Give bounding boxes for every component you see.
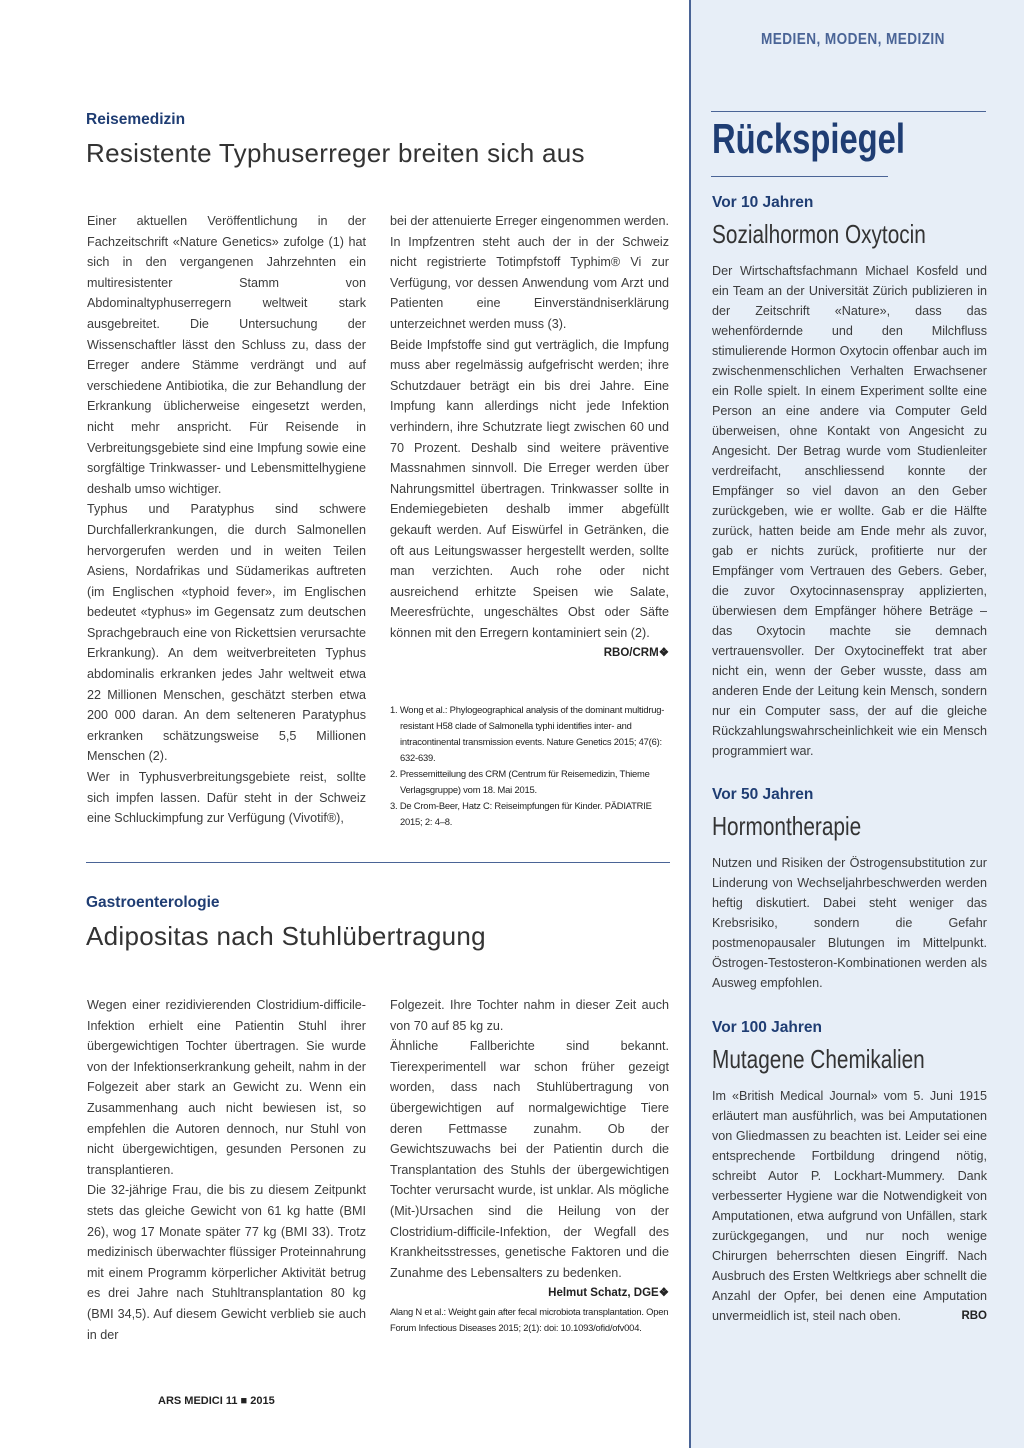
sidebar-item-kicker: Vor 50 Jahren: [712, 786, 814, 803]
article1-title: Resistente Typhuserreger breiten sich aus: [86, 138, 585, 168]
sidebar-item-text: Der Wirtschaftsfachmann Michael Kosfeld und ein Team an der Universität Zürich publizieren in der Zeitschrift «Nature», dass das wehenfördernde und den Milchfluss stimulierende Hormon Oxytocin offenbar auch im zwischenmenschlichen Verhalten Erwachsener ein Rolle spielt. In einem Experiment sollte eine Person an eine andere via Computer Geld überweisen, ohne Kontakt von Angesicht zu Angesicht. Der Betrag wurde vom Studienleiter verdreifacht, anschliessend konnte der Empfänger so viel davon an den Geber zurückgeben, wie er wollte. Gab er die Hälfte zurück, hatten beide am Ende mehr als zuvor, gab er nichts zurück, profitierte nur der Empfänger vom Vertrauen des Gebers. Geber, die zuvor Oxytocinnasenspray applizierten, überwiesen dem Empfänger höhere Beträge – das Oxytocin machte sie demnach vertrauensvoller. Der Oxytocineffekt trat aber nicht ein, wenn der Geber wusste, dass am anderen Ende der Leitung kein Mensch, sondern nur ein Computer sass, der auf die gleiche Rückzahlungswahrscheinlichkeit wie ein Mensch programmiert war.: [712, 264, 987, 758]
sidebar-title: Rückspiegel: [712, 115, 906, 162]
article1-column-left: [87, 211, 366, 829]
paragraph: Beide Impfstoffe sind gut verträglich, die Impfung muss aber regelmässig aufgefrischt werden; ihre Schutzdauer beträgt ein bis drei Jahre. Eine Impfung kann allerdings nicht jede Infektion verhindern, ihre Schutzrate liegt zwischen 60 und 70 Prozent. Deshalb sind weitere präventive Massnahmen sinnvoll. Die Erreger werden über Nahrungsmittel übertragen. Trinkwasser sollte in Endemiegebieten deshalb immer abgefüllt gekauft werden. Auf Eiswürfel in Getränken, die oft aus Leitungswasser hergestellt werden, sollte man verzichten. Auch rohe oder nicht ausreichend erhitzte Speisen wie Salate, Meeresfrüchte, ungeschältes Obst oder Säfte können mit den Erregern kontaminiert sein (2). RBO/CRM❖: [390, 335, 669, 644]
paragraph: Wer in Typhusverbreitungsgebiete reist, sollte sich impfen lassen. Dafür steht in der Schweiz eine Schluckimpfung zur Verfügung (Vivotif®),: [87, 770, 366, 826]
paragraph: bei der attenuierte Erreger eingenommen werden. In Impfzentren steht auch der in der Schweiz nicht registrierte Totimpfstoff Typhim® Vi zur Verfügung, vor dessen Anwendung vom Arzt und Patienten eine Einverständniserklärung unterzeichnet werden muss (3).: [390, 214, 669, 331]
sidebar-item-title: Hormontherapie: [712, 811, 862, 841]
paragraph: Einer aktuellen Veröffentlichung in der Fachzeitschrift «Nature Genetics» zufolge (1) hat sich in den vergangenen Jahrzehnten ein multiresistenter Stamm von Abdominaltyphuserregern weltweit stark ausgebreitet. Die Untersuchung der Wissenschaftler lässt den Schluss zu, dass der Erreger andere Stämme verdrängt und auf verschiedene Antibiotika, die zur Behandlung der Erkrankung üblicherweise eingesetzt werden, nicht mehr anspricht. Für Reisende in Verbreitungsgebiete sind eine Impfung sowie eine sorgfältige Trinkwasser- und Lebensmittelhygiene deshalb umso wichtiger.: [87, 214, 366, 496]
article2-signature: Helmut Schatz, DGE❖: [548, 1287, 669, 1300]
sidebar-item-kicker: Vor 10 Jahren: [712, 194, 814, 211]
article2-title: Adipositas nach Stuhlübertragung: [86, 921, 486, 951]
paragraph: Typhus und Paratyphus sind schwere Durchfallerkrankungen, die durch Salmonellen hervorgerufen werden und in weiten Teilen Asiens, Nordafrikas und Südamerikas auftreten (im Englischen «typhoid fever», im Englischen bedeutet «typhus» im Gegensatz zum deutschen Sprachgebrauch eine von Rickettsien verursachte Erkrankung). An dem weitverbreiteten Typhus abdominalis erkranken jedes Jahr weltweit etwa 22 Millionen Menschen, geschätzt sterben etwa 200 000 daran. An dem selteneren Paratyphus erkranken schätzungsweise 5,5 Millionen Menschen (2).: [87, 502, 366, 764]
sidebar-item-kicker: Vor 100 Jahren: [712, 1019, 822, 1036]
paragraph: Wegen einer rezidivierenden Clostridium-difficile-Infektion erhielt eine Patientin Stuhl ihrer übergewichtigen Tochter übertragen. Sie wurde von der Infektionserkrankung geheilt, nahm in der Folgezeit aber stark an Gewicht zu. Wenn ein Zusammenhang auch nicht bewiesen ist, so empfehlen die Autoren dennoch, nur Stuhl von nicht übergewichtigen, gesunden Personen zu transplantieren.: [87, 998, 366, 1177]
article1-column-right: [390, 211, 669, 664]
reference: 2. Pressemitteilung des CRM (Centrum für Reisemedizin, Thieme Verlagsgruppe) vom 18. Mai 2015.: [390, 768, 650, 795]
paragraph: Folgezeit. Ihre Tochter nahm in dieser Zeit auch von 70 auf 85 kg zu.: [390, 998, 669, 1033]
sidebar-item-title: Mutagene Chemikalien: [712, 1044, 925, 1074]
article2-column-left: [87, 995, 366, 1345]
article1-signature: RBO/CRM❖: [603, 647, 669, 660]
paragraph: Ähnliche Fallberichte sind bekannt. Tierexperimentell war schon früher gezeigt worden, dass nach Stuhlübertragung von übergewichtigen auf normalgewichtige Tiere deren Fettmasse zunahm. Ob der Gewichtszuwachs bei der Patientin durch die Transplantation des Stuhls der übergewichtigen Tochter verursacht wurde, ist unklar. Als mögliche (Mit-)Ursachen sind die Heilung von der Clostridium-difficile-Infektion, der Wegfall des Krankheitsstresses, genetische Faktoren und die Zunahme des Lebensalters zu bedenken. Helmut Schatz, DGE❖: [390, 1036, 669, 1283]
article1-kicker: Reisemedizin: [86, 111, 186, 128]
paragraph: Die 32-jährige Frau, die bis zu diesem Zeitpunkt stets das gleiche Gewicht von 61 kg hatte (BMI 26), wog 17 Monate später 77 kg (BMI 33). Trotz medizinisch überwachter flüssiger Proteinnahrung mit einem Programm körperlicher Aktivität betrug es drei Jahre nach Stuhltransplantation 80 kg (BMI 34,5). Auf diesem Gewicht verblieb sie auch in der: [87, 1183, 366, 1342]
sidebar-item-title: Sozialhormon Oxytocin: [712, 219, 926, 249]
sidebar-item-text: Nutzen und Risiken der Östrogensubstitution zur Linderung von Wechseljahrbeschwerden werden heftig diskutiert. Dabei steht weniger das Krebsrisiko, sondern die Gefahr postmenopausaler Blutungen im Mittelpunkt. Östrogen-Testosteron-Kombinationen werden als Ausweg empfohlen.: [712, 856, 987, 990]
article1-references: [390, 702, 670, 830]
article2-kicker: Gastroenterologie: [86, 894, 220, 911]
article2-column-right: [390, 995, 669, 1304]
sidebar-rule-top: [711, 111, 986, 112]
sidebar-section-label: MEDIEN, MODEN, MEDIZIN: [761, 31, 945, 48]
sidebar-rule-title: [711, 176, 888, 177]
sidebar-item-text: Im «British Medical Journal» vom 5. Juni 1915 erläutert man ausführlich, was bei Amputationen von Gliedmassen zu beachten ist. Leider sei eine entsprechende Fortbildung dringend nötig, schreibt Autor P. Lockhart-Mummery. Dank verbesserter Hygiene war die Notwendigkeit von Amputationen, etwa aufgrund von Unfällen, stark zurückgegangen, und nur noch wenige Chirurgen beherrschten diesen Eingriff. Nach Ausbruch des Ersten Weltkriegs aber schnellt die Anzahl der Opfer, bei denen eine Amputation unvermeidlich ist, steil nach oben. RBO: [712, 1086, 987, 1326]
article2-reference: Alang N et al.: Weight gain after fecal microbiota transplantation. Open Forum Infectious Diseases 2015; 2(1): doi: 10.1093/ofid/ofv004.: [390, 1306, 669, 1333]
footer-issue: ARS MEDICI 11 ■ 2015: [158, 1395, 275, 1407]
section-divider: [86, 862, 670, 863]
reference: 3. De Crom-Beer, Hatz C: Reiseimpfungen für Kinder. PÄDIATRIE 2015; 2: 4–8.: [390, 800, 652, 827]
reference: 1. Wong et al.: Phylogeographical analysis of the dominant multidrug-resistant H58 clade of Salmonella typhi identifies inter- and intracontinental transmission events. Nature Genetics 2015; 47(6): 632-639.: [390, 704, 665, 763]
sidebar-item-signature: RBO: [961, 1310, 987, 1322]
sidebar-rueckspiegel: [689, 0, 1024, 1448]
